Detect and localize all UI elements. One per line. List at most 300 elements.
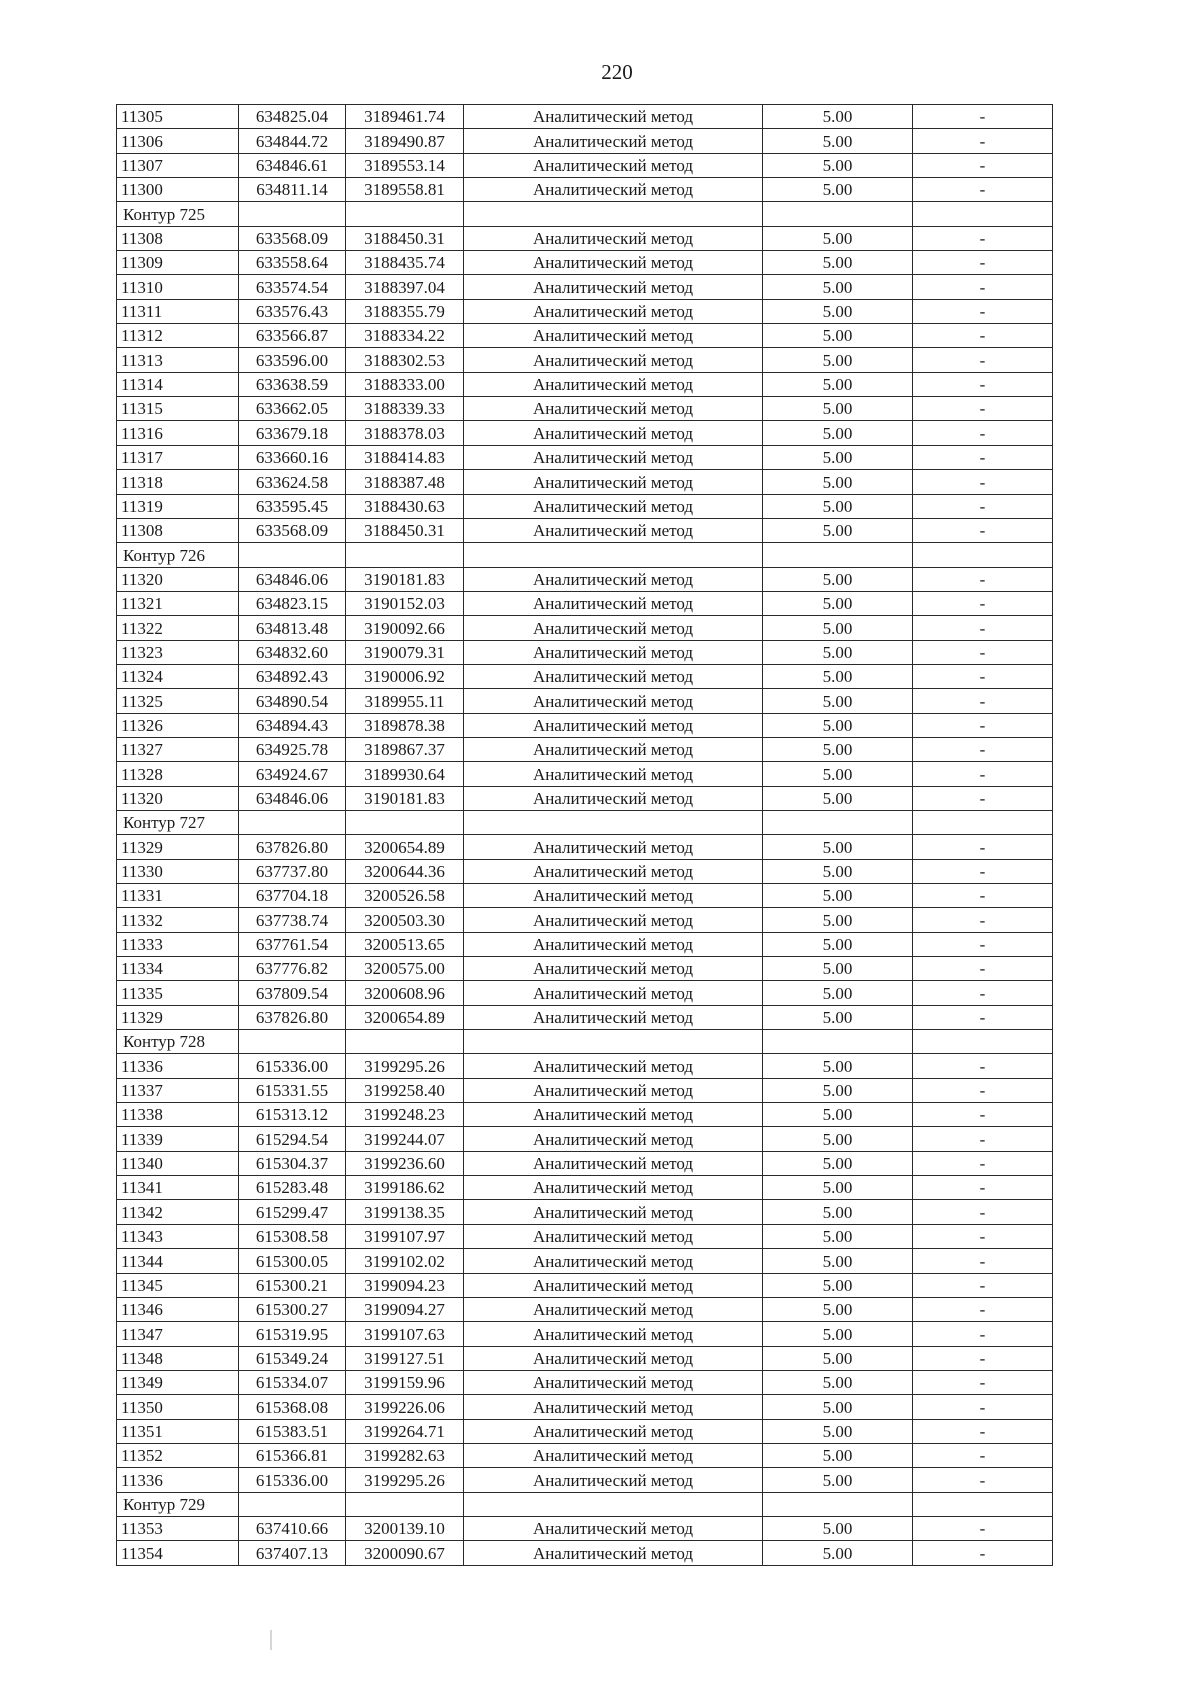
empty-cell <box>464 810 763 834</box>
note-cell: - <box>913 129 1053 153</box>
x-coordinate-cell: 633679.18 <box>239 421 346 445</box>
method-cell: Аналитический метод <box>464 299 763 323</box>
x-coordinate-cell: 633596.00 <box>239 348 346 372</box>
method-cell: Аналитический метод <box>464 835 763 859</box>
y-coordinate-cell: 3188378.03 <box>346 421 464 445</box>
note-cell: - <box>913 1200 1053 1224</box>
y-coordinate-cell: 3200608.96 <box>346 981 464 1005</box>
x-coordinate-cell: 637826.80 <box>239 1005 346 1029</box>
empty-cell <box>913 810 1053 834</box>
x-coordinate-cell: 634892.43 <box>239 664 346 688</box>
method-cell: Аналитический метод <box>464 1054 763 1078</box>
accuracy-cell: 5.00 <box>763 932 913 956</box>
y-coordinate-cell: 3188435.74 <box>346 251 464 275</box>
y-coordinate-cell: 3199107.97 <box>346 1224 464 1248</box>
contour-header-row <box>117 1492 1053 1516</box>
accuracy-cell: 5.00 <box>763 884 913 908</box>
method-cell: Аналитический метод <box>464 251 763 275</box>
x-coordinate-cell: 615300.21 <box>239 1273 346 1297</box>
y-coordinate-cell: 3189867.37 <box>346 737 464 761</box>
point-number-cell: 11327 <box>117 737 239 761</box>
accuracy-cell: 5.00 <box>763 1516 913 1540</box>
scan-artifact <box>270 1630 272 1650</box>
y-coordinate-cell: 3199248.23 <box>346 1103 464 1127</box>
y-coordinate-cell: 3199258.40 <box>346 1078 464 1102</box>
note-cell: - <box>913 1370 1053 1394</box>
contour-header-row <box>117 202 1053 226</box>
x-coordinate-cell: 615304.37 <box>239 1151 346 1175</box>
method-cell: Аналитический метод <box>464 494 763 518</box>
point-number-cell: 11314 <box>117 372 239 396</box>
table-row <box>117 908 1053 932</box>
accuracy-cell: 5.00 <box>763 1078 913 1102</box>
table-row <box>117 397 1053 421</box>
point-number-cell: 11347 <box>117 1322 239 1346</box>
accuracy-cell: 5.00 <box>763 1419 913 1443</box>
x-coordinate-cell: 637826.80 <box>239 835 346 859</box>
x-coordinate-cell: 615336.00 <box>239 1468 346 1492</box>
x-coordinate-cell: 633558.64 <box>239 251 346 275</box>
method-cell: Аналитический метод <box>464 786 763 810</box>
method-cell: Аналитический метод <box>464 129 763 153</box>
accuracy-cell: 5.00 <box>763 664 913 688</box>
point-number-cell: 11337 <box>117 1078 239 1102</box>
point-number-cell: 11350 <box>117 1395 239 1419</box>
note-cell: - <box>913 1322 1053 1346</box>
accuracy-cell: 5.00 <box>763 129 913 153</box>
point-number-cell: 11313 <box>117 348 239 372</box>
y-coordinate-cell: 3200139.10 <box>346 1516 464 1540</box>
note-cell: - <box>913 275 1053 299</box>
point-number-cell: 11322 <box>117 616 239 640</box>
y-coordinate-cell: 3199244.07 <box>346 1127 464 1151</box>
y-coordinate-cell: 3199226.06 <box>346 1395 464 1419</box>
note-cell: - <box>913 689 1053 713</box>
y-coordinate-cell: 3190181.83 <box>346 786 464 810</box>
table-row <box>117 299 1053 323</box>
table-row <box>117 1054 1053 1078</box>
point-number-cell: 11311 <box>117 299 239 323</box>
x-coordinate-cell: 615368.08 <box>239 1395 346 1419</box>
method-cell: Аналитический метод <box>464 762 763 786</box>
note-cell: - <box>913 981 1053 1005</box>
note-cell: - <box>913 1151 1053 1175</box>
y-coordinate-cell: 3188397.04 <box>346 275 464 299</box>
method-cell: Аналитический метод <box>464 1541 763 1565</box>
table-row <box>117 859 1053 883</box>
method-cell: Аналитический метод <box>464 737 763 761</box>
accuracy-cell: 5.00 <box>763 957 913 981</box>
point-number-cell: 11334 <box>117 957 239 981</box>
note-cell: - <box>913 932 1053 956</box>
y-coordinate-cell: 3199186.62 <box>346 1176 464 1200</box>
method-cell: Аналитический метод <box>464 470 763 494</box>
table-row <box>117 324 1053 348</box>
y-coordinate-cell: 3189955.11 <box>346 689 464 713</box>
method-cell: Аналитический метод <box>464 640 763 664</box>
accuracy-cell: 5.00 <box>763 348 913 372</box>
note-cell: - <box>913 616 1053 640</box>
point-number-cell: 11340 <box>117 1151 239 1175</box>
accuracy-cell: 5.00 <box>763 275 913 299</box>
point-number-cell: 11305 <box>117 105 239 129</box>
method-cell: Аналитический метод <box>464 908 763 932</box>
note-cell: - <box>913 1249 1053 1273</box>
table-row <box>117 178 1053 202</box>
x-coordinate-cell: 637737.80 <box>239 859 346 883</box>
method-cell: Аналитический метод <box>464 226 763 250</box>
table-row <box>117 1176 1053 1200</box>
x-coordinate-cell: 615383.51 <box>239 1419 346 1443</box>
note-cell: - <box>913 494 1053 518</box>
table-row <box>117 421 1053 445</box>
x-coordinate-cell: 634832.60 <box>239 640 346 664</box>
x-coordinate-cell: 634825.04 <box>239 105 346 129</box>
table-row <box>117 105 1053 129</box>
x-coordinate-cell: 615300.27 <box>239 1297 346 1321</box>
accuracy-cell: 5.00 <box>763 981 913 1005</box>
table-row <box>117 737 1053 761</box>
table-row <box>117 226 1053 250</box>
table-row <box>117 1273 1053 1297</box>
accuracy-cell: 5.00 <box>763 762 913 786</box>
y-coordinate-cell: 3199094.23 <box>346 1273 464 1297</box>
y-coordinate-cell: 3199295.26 <box>346 1054 464 1078</box>
note-cell: - <box>913 1346 1053 1370</box>
note-cell: - <box>913 1054 1053 1078</box>
table-row <box>117 445 1053 469</box>
empty-cell <box>346 543 464 567</box>
method-cell: Аналитический метод <box>464 1005 763 1029</box>
method-cell: Аналитический метод <box>464 689 763 713</box>
x-coordinate-cell: 637738.74 <box>239 908 346 932</box>
point-number-cell: 11318 <box>117 470 239 494</box>
x-coordinate-cell: 615294.54 <box>239 1127 346 1151</box>
point-number-cell: 11309 <box>117 251 239 275</box>
table-row <box>117 1249 1053 1273</box>
x-coordinate-cell: 615331.55 <box>239 1078 346 1102</box>
x-coordinate-cell: 633638.59 <box>239 372 346 396</box>
table-row <box>117 664 1053 688</box>
point-number-cell: 11341 <box>117 1176 239 1200</box>
y-coordinate-cell: 3199127.51 <box>346 1346 464 1370</box>
method-cell: Аналитический метод <box>464 1395 763 1419</box>
y-coordinate-cell: 3188302.53 <box>346 348 464 372</box>
y-coordinate-cell: 3188430.63 <box>346 494 464 518</box>
accuracy-cell: 5.00 <box>763 1005 913 1029</box>
table-row <box>117 1443 1053 1467</box>
point-number-cell: 11307 <box>117 153 239 177</box>
accuracy-cell: 5.00 <box>763 178 913 202</box>
point-number-cell: 11317 <box>117 445 239 469</box>
method-cell: Аналитический метод <box>464 884 763 908</box>
note-cell: - <box>913 1103 1053 1127</box>
note-cell: - <box>913 1176 1053 1200</box>
x-coordinate-cell: 634894.43 <box>239 713 346 737</box>
x-coordinate-cell: 634811.14 <box>239 178 346 202</box>
table-row <box>117 518 1053 542</box>
method-cell: Аналитический метод <box>464 1297 763 1321</box>
accuracy-cell: 5.00 <box>763 713 913 737</box>
note-cell: - <box>913 1127 1053 1151</box>
y-coordinate-cell: 3188450.31 <box>346 226 464 250</box>
note-cell: - <box>913 518 1053 542</box>
method-cell: Аналитический метод <box>464 1249 763 1273</box>
point-number-cell: 11336 <box>117 1468 239 1492</box>
empty-cell <box>239 1030 346 1054</box>
y-coordinate-cell: 3190079.31 <box>346 640 464 664</box>
x-coordinate-cell: 634924.67 <box>239 762 346 786</box>
note-cell: - <box>913 762 1053 786</box>
table-row <box>117 591 1053 615</box>
x-coordinate-cell: 633566.87 <box>239 324 346 348</box>
y-coordinate-cell: 3200654.89 <box>346 1005 464 1029</box>
note-cell: - <box>913 859 1053 883</box>
x-coordinate-cell: 637704.18 <box>239 884 346 908</box>
table-row <box>117 932 1053 956</box>
point-number-cell: 11306 <box>117 129 239 153</box>
x-coordinate-cell: 615299.47 <box>239 1200 346 1224</box>
note-cell: - <box>913 324 1053 348</box>
x-coordinate-cell: 637761.54 <box>239 932 346 956</box>
note-cell: - <box>913 908 1053 932</box>
method-cell: Аналитический метод <box>464 421 763 445</box>
note-cell: - <box>913 153 1053 177</box>
table-row <box>117 1078 1053 1102</box>
note-cell: - <box>913 567 1053 591</box>
method-cell: Аналитический метод <box>464 324 763 348</box>
note-cell: - <box>913 226 1053 250</box>
contour-header-row <box>117 810 1053 834</box>
note-cell: - <box>913 1005 1053 1029</box>
y-coordinate-cell: 3199236.60 <box>346 1151 464 1175</box>
method-cell: Аналитический метод <box>464 1127 763 1151</box>
note-cell: - <box>913 737 1053 761</box>
y-coordinate-cell: 3199159.96 <box>346 1370 464 1394</box>
contour-label: Контур 729 <box>117 1492 239 1516</box>
x-coordinate-cell: 634846.06 <box>239 786 346 810</box>
note-cell: - <box>913 1443 1053 1467</box>
point-number-cell: 11329 <box>117 835 239 859</box>
accuracy-cell: 5.00 <box>763 1054 913 1078</box>
method-cell: Аналитический метод <box>464 1176 763 1200</box>
note-cell: - <box>913 251 1053 275</box>
note-cell: - <box>913 1468 1053 1492</box>
table-row <box>117 981 1053 1005</box>
x-coordinate-cell: 615300.05 <box>239 1249 346 1273</box>
point-number-cell: 11338 <box>117 1103 239 1127</box>
point-number-cell: 11315 <box>117 397 239 421</box>
note-cell: - <box>913 1078 1053 1102</box>
table-row <box>117 372 1053 396</box>
note-cell: - <box>913 1224 1053 1248</box>
y-coordinate-cell: 3189490.87 <box>346 129 464 153</box>
y-coordinate-cell: 3200526.58 <box>346 884 464 908</box>
y-coordinate-cell: 3188334.22 <box>346 324 464 348</box>
empty-cell <box>346 1492 464 1516</box>
point-number-cell: 11319 <box>117 494 239 518</box>
x-coordinate-cell: 615308.58 <box>239 1224 346 1248</box>
method-cell: Аналитический метод <box>464 1151 763 1175</box>
x-coordinate-cell: 637410.66 <box>239 1516 346 1540</box>
y-coordinate-cell: 3200575.00 <box>346 957 464 981</box>
accuracy-cell: 5.00 <box>763 1151 913 1175</box>
point-number-cell: 11308 <box>117 518 239 542</box>
point-number-cell: 11344 <box>117 1249 239 1273</box>
accuracy-cell: 5.00 <box>763 494 913 518</box>
y-coordinate-cell: 3199295.26 <box>346 1468 464 1492</box>
point-number-cell: 11324 <box>117 664 239 688</box>
contour-header-row <box>117 543 1053 567</box>
y-coordinate-cell: 3190006.92 <box>346 664 464 688</box>
y-coordinate-cell: 3199282.63 <box>346 1443 464 1467</box>
y-coordinate-cell: 3188339.33 <box>346 397 464 421</box>
method-cell: Аналитический метод <box>464 981 763 1005</box>
accuracy-cell: 5.00 <box>763 737 913 761</box>
table-row <box>117 1516 1053 1540</box>
method-cell: Аналитический метод <box>464 1322 763 1346</box>
x-coordinate-cell: 634925.78 <box>239 737 346 761</box>
point-number-cell: 11336 <box>117 1054 239 1078</box>
table-row <box>117 1346 1053 1370</box>
empty-cell <box>763 1030 913 1054</box>
empty-cell <box>464 1492 763 1516</box>
x-coordinate-cell: 615283.48 <box>239 1176 346 1200</box>
x-coordinate-cell: 634846.06 <box>239 567 346 591</box>
y-coordinate-cell: 3200503.30 <box>346 908 464 932</box>
accuracy-cell: 5.00 <box>763 1249 913 1273</box>
y-coordinate-cell: 3188387.48 <box>346 470 464 494</box>
note-cell: - <box>913 835 1053 859</box>
note-cell: - <box>913 470 1053 494</box>
accuracy-cell: 5.00 <box>763 1224 913 1248</box>
table-row <box>117 689 1053 713</box>
empty-cell <box>763 543 913 567</box>
point-number-cell: 11342 <box>117 1200 239 1224</box>
table-row <box>117 1468 1053 1492</box>
accuracy-cell: 5.00 <box>763 1395 913 1419</box>
empty-cell <box>239 1492 346 1516</box>
contour-label: Контур 726 <box>117 543 239 567</box>
empty-cell <box>346 202 464 226</box>
table-row <box>117 1541 1053 1565</box>
table-row <box>117 1419 1053 1443</box>
empty-cell <box>763 810 913 834</box>
empty-cell <box>239 810 346 834</box>
coordinates-table <box>116 104 1053 1566</box>
method-cell: Аналитический метод <box>464 1200 763 1224</box>
x-coordinate-cell: 615313.12 <box>239 1103 346 1127</box>
table-row <box>117 1370 1053 1394</box>
x-coordinate-cell: 633595.45 <box>239 494 346 518</box>
coordinates-table-body <box>117 105 1053 1566</box>
point-number-cell: 11320 <box>117 567 239 591</box>
table-row <box>117 1395 1053 1419</box>
accuracy-cell: 5.00 <box>763 251 913 275</box>
note-cell: - <box>913 640 1053 664</box>
method-cell: Аналитический метод <box>464 859 763 883</box>
note-cell: - <box>913 591 1053 615</box>
y-coordinate-cell: 3199102.02 <box>346 1249 464 1273</box>
y-coordinate-cell: 3188414.83 <box>346 445 464 469</box>
method-cell: Аналитический метод <box>464 1346 763 1370</box>
table-row <box>117 957 1053 981</box>
page-number: 220 <box>601 60 633 84</box>
empty-cell <box>239 543 346 567</box>
method-cell: Аналитический метод <box>464 591 763 615</box>
note-cell: - <box>913 178 1053 202</box>
empty-cell <box>913 202 1053 226</box>
x-coordinate-cell: 634844.72 <box>239 129 346 153</box>
method-cell: Аналитический метод <box>464 1273 763 1297</box>
note-cell: - <box>913 1297 1053 1321</box>
empty-cell <box>913 1492 1053 1516</box>
x-coordinate-cell: 633662.05 <box>239 397 346 421</box>
accuracy-cell: 5.00 <box>763 1443 913 1467</box>
point-number-cell: 11333 <box>117 932 239 956</box>
y-coordinate-cell: 3189878.38 <box>346 713 464 737</box>
point-number-cell: 11316 <box>117 421 239 445</box>
note-cell: - <box>913 105 1053 129</box>
note-cell: - <box>913 664 1053 688</box>
method-cell: Аналитический метод <box>464 957 763 981</box>
empty-cell <box>346 1030 464 1054</box>
accuracy-cell: 5.00 <box>763 616 913 640</box>
method-cell: Аналитический метод <box>464 1078 763 1102</box>
point-number-cell: 11329 <box>117 1005 239 1029</box>
point-number-cell: 11312 <box>117 324 239 348</box>
accuracy-cell: 5.00 <box>763 1370 913 1394</box>
accuracy-cell: 5.00 <box>763 153 913 177</box>
x-coordinate-cell: 633574.54 <box>239 275 346 299</box>
note-cell: - <box>913 786 1053 810</box>
method-cell: Аналитический метод <box>464 1516 763 1540</box>
accuracy-cell: 5.00 <box>763 518 913 542</box>
method-cell: Аналитический метод <box>464 616 763 640</box>
note-cell: - <box>913 713 1053 737</box>
empty-cell <box>464 1030 763 1054</box>
accuracy-cell: 5.00 <box>763 105 913 129</box>
table-row <box>117 129 1053 153</box>
table-row <box>117 1151 1053 1175</box>
method-cell: Аналитический метод <box>464 1370 763 1394</box>
accuracy-cell: 5.00 <box>763 1346 913 1370</box>
accuracy-cell: 5.00 <box>763 299 913 323</box>
accuracy-cell: 5.00 <box>763 640 913 664</box>
x-coordinate-cell: 634813.48 <box>239 616 346 640</box>
table-row <box>117 153 1053 177</box>
accuracy-cell: 5.00 <box>763 1541 913 1565</box>
accuracy-cell: 5.00 <box>763 470 913 494</box>
method-cell: Аналитический метод <box>464 1419 763 1443</box>
y-coordinate-cell: 3190092.66 <box>346 616 464 640</box>
method-cell: Аналитический метод <box>464 713 763 737</box>
note-cell: - <box>913 348 1053 372</box>
y-coordinate-cell: 3188355.79 <box>346 299 464 323</box>
accuracy-cell: 5.00 <box>763 1322 913 1346</box>
table-row <box>117 1297 1053 1321</box>
empty-cell <box>913 1030 1053 1054</box>
point-number-cell: 11348 <box>117 1346 239 1370</box>
x-coordinate-cell: 637407.13 <box>239 1541 346 1565</box>
point-number-cell: 11325 <box>117 689 239 713</box>
y-coordinate-cell: 3190152.03 <box>346 591 464 615</box>
method-cell: Аналитический метод <box>464 932 763 956</box>
accuracy-cell: 5.00 <box>763 835 913 859</box>
y-coordinate-cell: 3200513.65 <box>346 932 464 956</box>
accuracy-cell: 5.00 <box>763 1103 913 1127</box>
table-row <box>117 640 1053 664</box>
